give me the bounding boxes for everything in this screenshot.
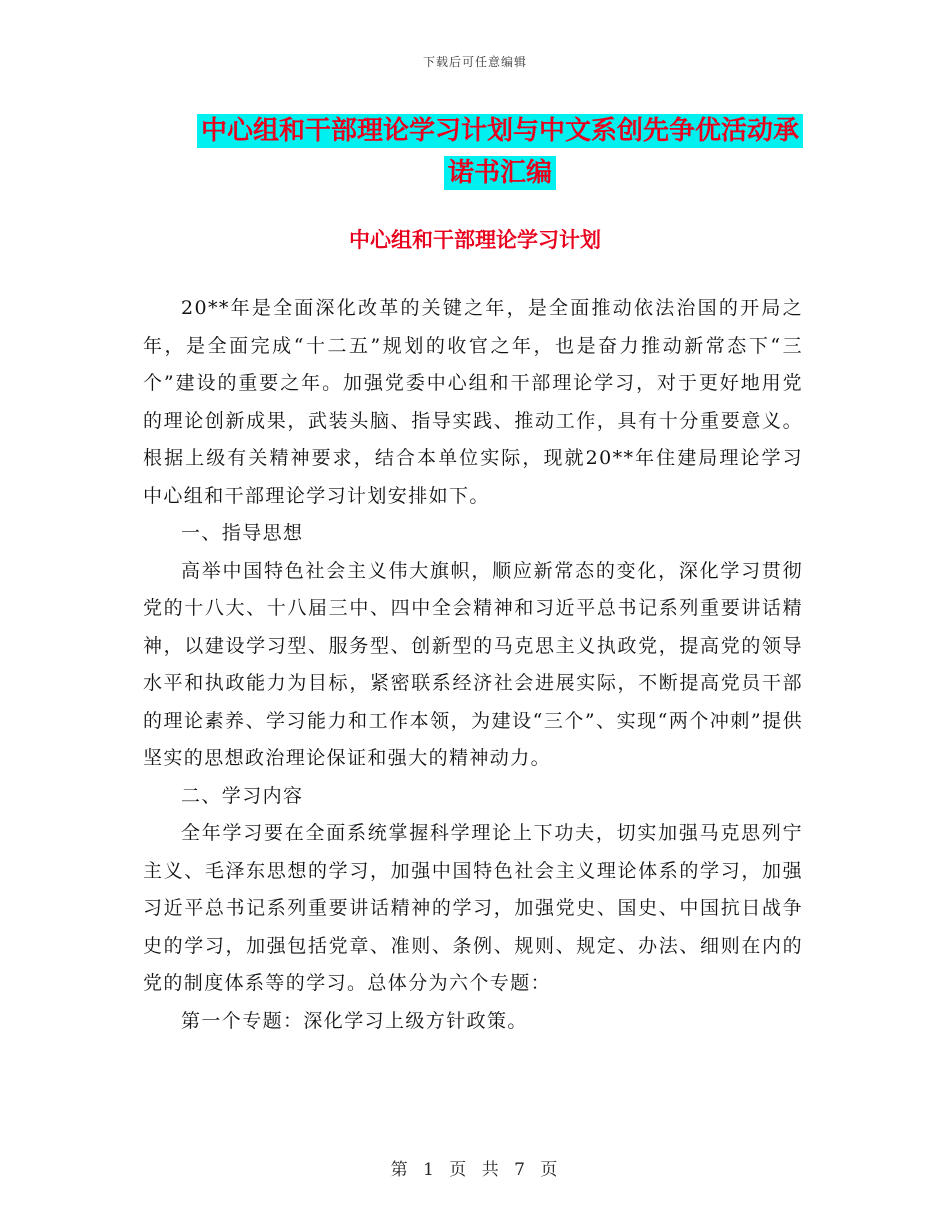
- paragraph-study-content: 全年学习要在全面系统掌握科学理论上下功夫，切实加强马克思列宁主义、毛泽东思想的学习，加强中国特色社会主义理论体系的学习，加强习近平总书记系列重要讲话精神的学习，加强党史、国史、中国抗日战争史的学习，加强包括党章、准则、条例、规则、规定、办法、细则在内的党的制度体系等的学习。总体分为六个专题：: [143, 822, 803, 994]
- paragraph-guiding-ideology: 高举中国特色社会主义伟大旗帜，顺应新常态的变化，深化学习贯彻党的十八大、十八届三中、四中全会精神和习近平总书记系列重要讲话精神，以建设学习型、服务型、创新型的马克思主义执政党，提高党的领导水平和执政能力为目标，紧密联系经济社会进展实际，不断提高党员干部的理论素养、学习能力和工作本领，为建设“三个”、实现“两个冲刺”提供坚实的思想政治理论保证和强大的精神动力。: [143, 559, 803, 769]
- heading-guiding-ideology: 一、指导思想: [181, 522, 304, 544]
- document-title-line-2: 诺书汇编: [444, 156, 556, 190]
- section-title: 中心组和干部理论学习计划: [349, 228, 601, 252]
- paragraph-topic-one: 第一个专题：深化学习上级方针政策。: [181, 1009, 528, 1032]
- page-footer: 第 1 页 共 7 页: [390, 1160, 560, 1180]
- header-note: 下载后可任意编辑: [422, 55, 527, 69]
- paragraph-intro: 20**年是全面深化改革的关键之年，是全面推动依法治国的开局之年，是全面完成“十二五”规划的收官之年，也是奋力推动新常态下“三个”建设的重要之年。加强党委中心组和干部理论学习，对于更好地用党的理论创新成果，武装头脑、指导实践、推动工作，具有十分重要意义。根据上级有关精神要求，结合本单位实际，现就20**年住建局理论学习中心组和干部理论学习计划安排如下。: [143, 297, 803, 507]
- document-title: [190, 110, 810, 194]
- document-body: [143, 290, 803, 1040]
- document-title-line-1: 中心组和干部理论学习计划与中文系创先争优活动承: [197, 114, 803, 148]
- heading-study-content: 二、学习内容: [181, 784, 304, 807]
